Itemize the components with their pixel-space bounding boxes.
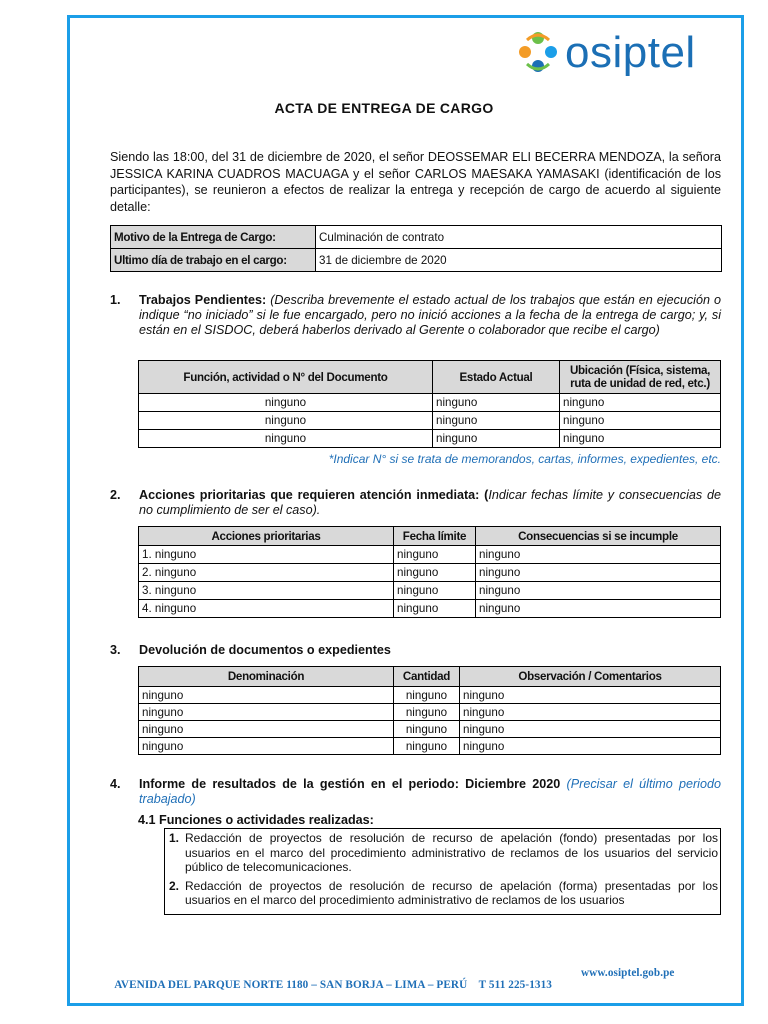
section-2-description: Indicar fechas límite y consecuencias de no cumplimiento de ser el caso). [139,488,722,517]
table-cell: ninguno [433,412,560,430]
table-row [139,600,721,618]
priority-actions-table [138,526,721,618]
column-header: Cantidad [394,667,460,687]
motivo-table [110,225,722,272]
section-2-number: 2. [110,488,121,502]
section-1-note: *Indicar N° si se trata de memorandos, cartas, informes, expedientes, etc. [328,452,721,466]
list-item-number: 1. [169,831,180,845]
column-header: Observación / Comentarios [460,667,721,687]
table-cell: 2. ninguno [139,564,394,582]
table-header-row [139,361,721,394]
column-header: Ubicación (Física, sistema, ruta de unidad de red, etc.) [560,361,721,394]
intro-paragraph: Siendo las 18:00, del 31 de diciembre de 2020, el señor DEOSSEMAR ELI BECERRA MENDOZA, la señora JESSICA KARINA CUADROS MACUAGA y el señor CARLOS MAESAKA YAMASAKI (identificación de los participantes), se reunieron a efectos de realizar la entrega y recepción de cargo de acuerdo al siguiente detalle: [110,150,721,214]
footer-website-link[interactable]: www.osiptel.gob.pe [581,967,675,979]
table-cell: ninguno [560,394,721,412]
pending-work-table [138,360,721,448]
table-cell: ninguno [476,600,721,618]
table-cell: ninguno [394,704,460,721]
table-cell: ninguno [560,430,721,448]
table-cell: ninguno [139,687,394,704]
osiptel-logo-icon [517,30,559,76]
section-2-paren: ( [484,488,489,502]
column-header: Acciones prioritarias [139,527,394,546]
footer [109,967,675,1003]
list-item [165,831,720,875]
table-cell: ninguno [394,564,476,582]
table-cell: ninguno [139,430,433,448]
documents-table [138,666,721,755]
list-item-number: 2. [169,878,180,893]
table-row [139,394,721,412]
table-cell: ninguno [560,412,721,430]
table-cell: ninguno [139,412,433,430]
logo-wordmark: osiptel [565,28,696,77]
table-cell: ninguno [139,704,394,721]
table-cell: ninguno [460,721,721,738]
table-row [139,704,721,721]
column-header: Consecuencias si se incumple [476,527,721,546]
table-cell: ninguno [433,394,560,412]
section-1-number: 1. [110,293,121,307]
section-3-heading: Devolución de documentos o expedientes [139,643,391,657]
table-row [139,687,721,704]
section-4-1-heading: 4.1 Funciones o actividades realizadas: [138,813,374,827]
table-row [139,430,721,448]
table-cell: ninguno [394,738,460,755]
footer-address: AVENIDA DEL PARQUE NORTE 1180 – SAN BORJA – LIMA – PERÚ T 511 225-1313 [114,979,552,991]
column-header: Fecha límite [394,527,476,546]
section-4-description: (Precisar el último periodo trabajado) [139,777,721,806]
osiptel-logo [517,28,696,78]
table-row [111,249,722,272]
table-row [139,564,721,582]
table-cell: ninguno [394,546,476,564]
table-cell: ninguno [394,687,460,704]
table-header-row [139,667,721,687]
table-cell: ninguno [476,564,721,582]
table-cell: 4. ninguno [139,600,394,618]
table-cell: ninguno [394,600,476,618]
column-header: Función, actividad o N° del Documento [139,361,433,394]
section-4-heading: Informe de resultados de la gestión en el periodo: Diciembre 2020 [139,777,561,791]
table-cell: ninguno [139,738,394,755]
table-row [139,546,721,564]
table-row [139,738,721,755]
column-header: Estado Actual [433,361,560,394]
document-title: ACTA DE ENTREGA DE CARGO [274,100,494,116]
table-cell: ninguno [460,687,721,704]
section-3-number: 3. [110,643,121,657]
table-cell: ninguno [394,582,476,600]
section-2-heading: Acciones prioritarias que requieren atención inmediata: [139,488,480,502]
table-cell: ninguno [433,430,560,448]
table-cell: ninguno [476,546,721,564]
last-day-label: Ultimo día de trabajo en el cargo: [111,249,316,272]
last-day-value: 31 de diciembre de 2020 [316,249,722,272]
motivo-label: Motivo de la Entrega de Cargo: [111,226,316,249]
table-cell: ninguno [394,721,460,738]
section-1-heading: Trabajos Pendientes: [139,293,267,307]
table-cell: ninguno [476,582,721,600]
section-4-number: 4. [110,777,121,791]
column-header: Denominación [139,667,394,687]
activities-list [164,828,721,915]
motivo-value: Culminación de contrato [316,226,722,249]
table-cell: 1. ninguno [139,546,394,564]
table-header-row [139,527,721,546]
table-row [139,412,721,430]
table-cell: ninguno [460,704,721,721]
list-item-text: Redacción de proyectos de resolución de recurso de apelación (forma) presentadas por los usuarios en el marco del procedimiento administrativo de reclamos de los usuarios [185,878,718,907]
section-1-description: (Describa brevemente el estado actual de los trabajos que están en ejecución o indique “no iniciado” si le fue encargado, pero no inició acciones a la fecha de la entrega de cargo; y, si están en el SISDOC, deberá haberlos derivado al Gerente o colaborador que recibe el cargo) [139,293,721,337]
table-cell: ninguno [460,738,721,755]
table-row [139,721,721,738]
list-item [165,879,720,908]
list-item-text: Redacción de proyectos de resolución de recurso de apelación (fondo) presentadas por los usuarios en el marco del procedimiento administrativo de reclamos de los usuarios del servicio público de telecomunicaciones. [185,831,718,874]
table-cell: ninguno [139,394,433,412]
table-row [139,582,721,600]
table-cell: ninguno [139,721,394,738]
table-cell: 3. ninguno [139,582,394,600]
table-row [111,226,722,249]
